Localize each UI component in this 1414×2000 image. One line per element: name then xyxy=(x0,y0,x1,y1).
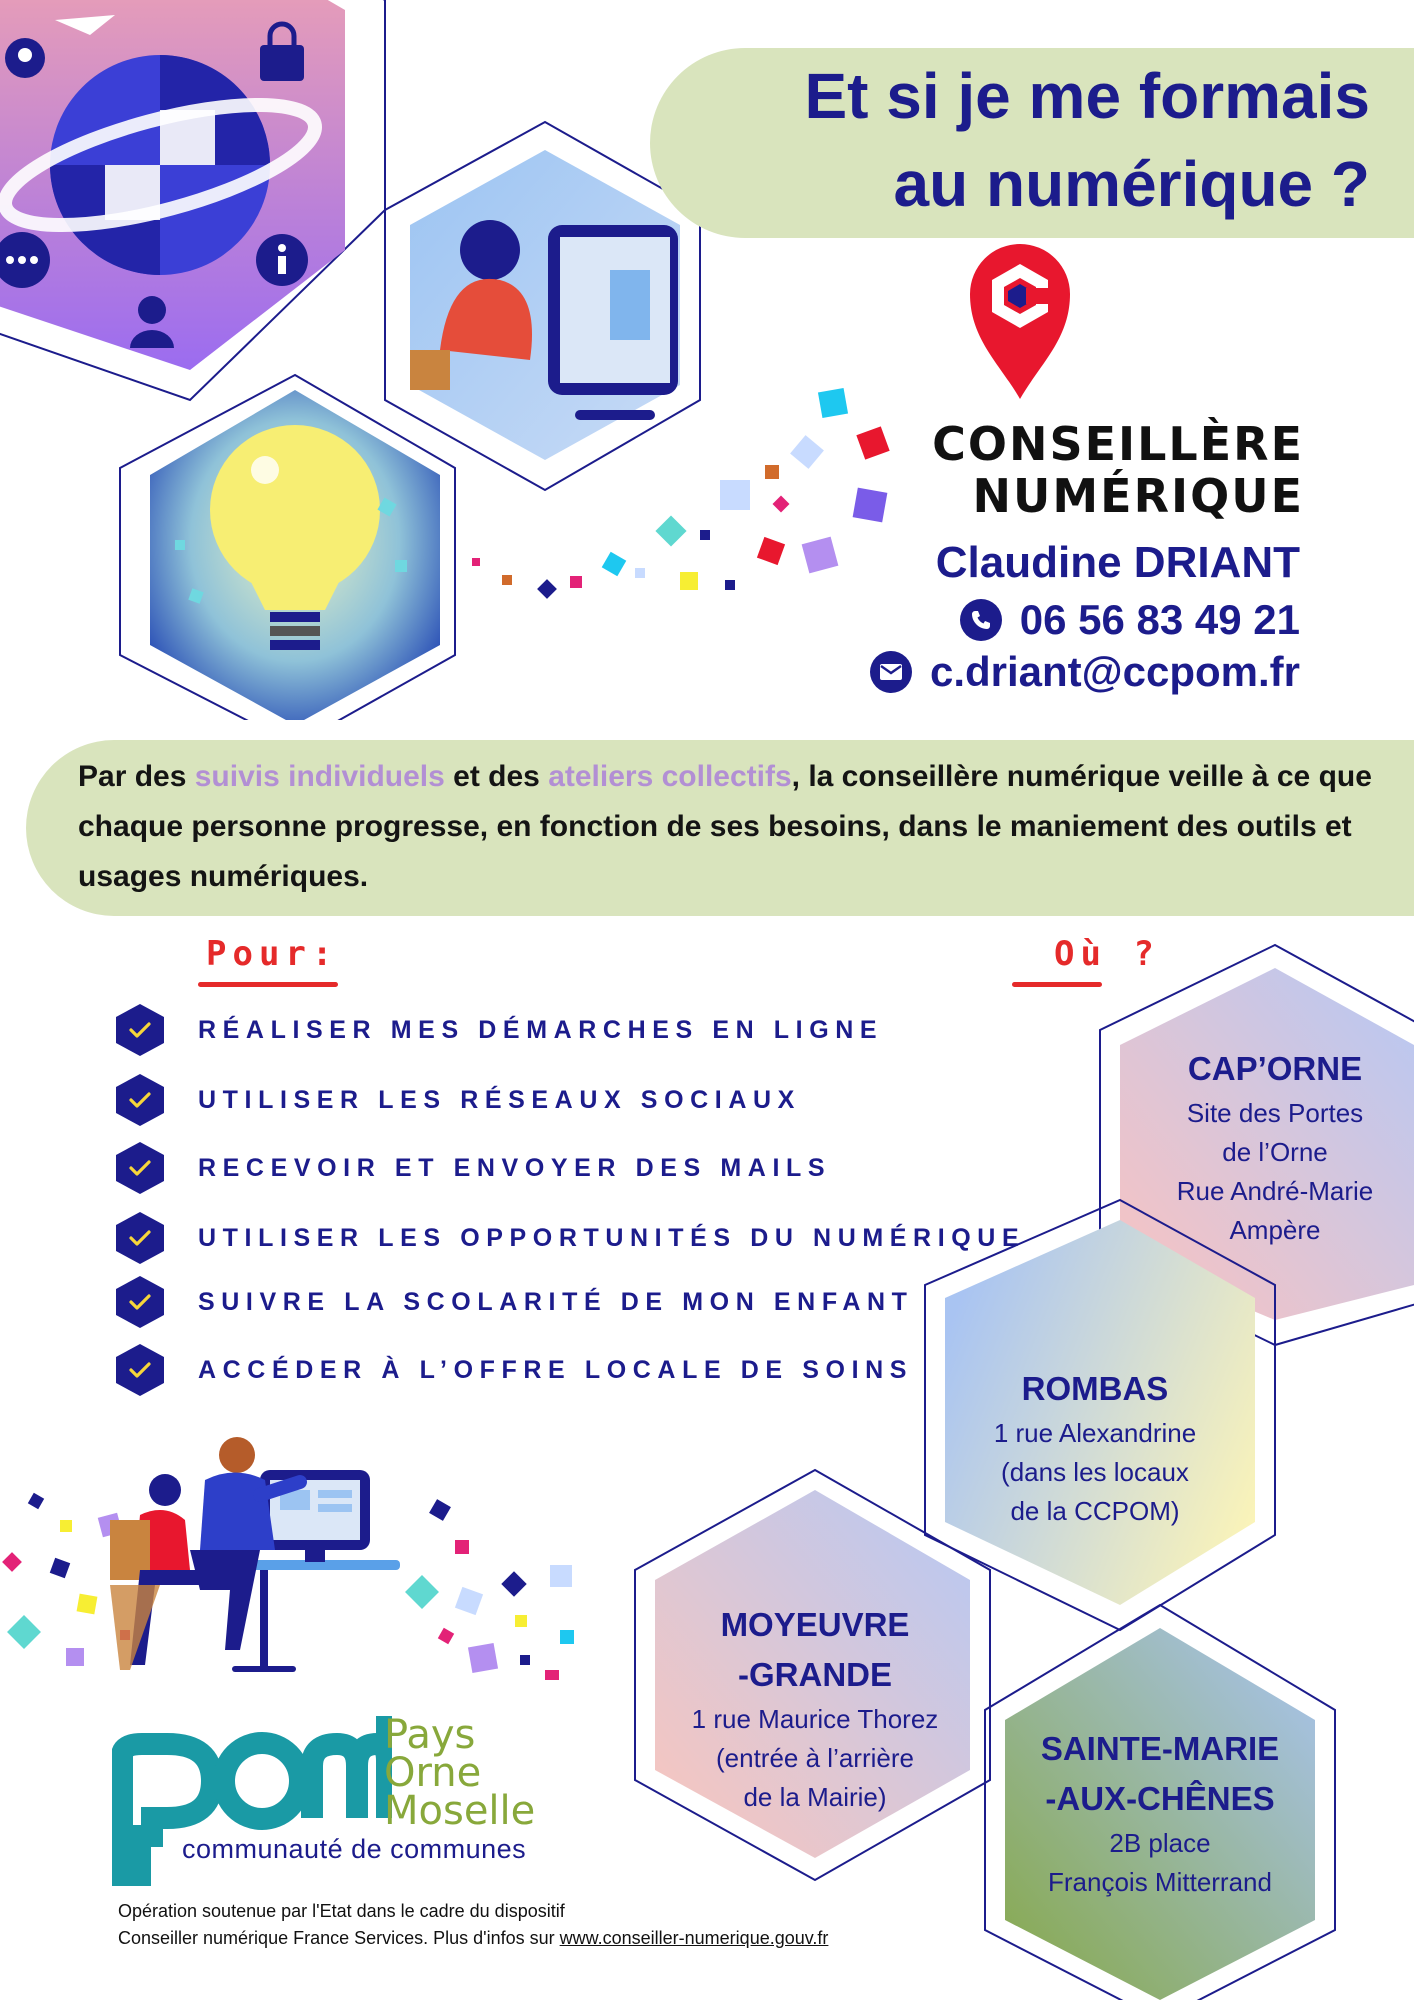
location-rombas xyxy=(950,1364,1240,1531)
pom-logo xyxy=(112,1712,572,1886)
location-name-line-1: SAINTE-MARIE xyxy=(1040,1730,1280,1767)
title-line-2: au numérique ? xyxy=(893,148,1370,220)
location-pin-icon xyxy=(5,38,45,78)
brand-title xyxy=(900,418,1304,522)
pour-heading: Pour: xyxy=(206,934,339,974)
pom-name-line-3: Moselle xyxy=(384,1788,536,1834)
page-title xyxy=(610,52,1370,228)
location-address-line: 1 rue Alexandrine xyxy=(993,1418,1197,1448)
location-address-line: 1 rue Maurice Thorez xyxy=(691,1704,939,1734)
footer-link[interactable]: www.conseiller-numerique.gouv.fr xyxy=(559,1928,829,1948)
checklist-label: RECEVOIR ET ENVOYER DES MAILS xyxy=(198,1153,832,1182)
globe-hexagon xyxy=(0,0,385,400)
check-icon xyxy=(114,1210,166,1266)
check-icon xyxy=(114,1140,166,1196)
contact-email-row xyxy=(760,648,1300,696)
check-icon xyxy=(114,1342,166,1398)
footer-note xyxy=(118,1898,1018,1952)
check-icon xyxy=(114,1002,166,1058)
location-name: CAP’ORNE xyxy=(1187,1050,1363,1087)
team-computer-illustration xyxy=(0,1420,600,1680)
footer-line-2 xyxy=(118,1925,1018,1952)
location-address-line: (entrée à l’arrière xyxy=(716,1743,914,1773)
intro-part-2: et des xyxy=(444,760,549,793)
contact-phone-row xyxy=(760,596,1300,644)
ou-heading: Où ? xyxy=(1054,934,1160,974)
checklist-label: SUIVRE LA SCOLARITÉ DE MON ENFANT xyxy=(198,1287,914,1316)
info-icon xyxy=(256,234,308,286)
checklist-label: UTILISER LES OPPORTUNITÉS DU NUMÉRIQUE xyxy=(198,1223,1026,1252)
intro-part-3: , la conseillère numérique veille à ce que chaque personne progresse, en fonction de ses besoins, dans le maniement des outils et usages numériques. xyxy=(78,760,1372,893)
location-address-line: de la Mairie) xyxy=(743,1782,887,1812)
intro-highlight-individual: suivis individuels xyxy=(194,760,445,793)
location-sainte-marie xyxy=(1010,1724,1310,1902)
location-address-line: (dans les locaux xyxy=(1001,1457,1189,1487)
intro-text xyxy=(78,752,1388,902)
location-name-line-2: -AUX-CHÊNES xyxy=(1045,1780,1275,1817)
location-caporne xyxy=(1120,1044,1414,1250)
location-address-line: Ampère xyxy=(1229,1215,1321,1245)
location-name: ROMBAS xyxy=(1021,1370,1169,1407)
contact-email[interactable]: c.driant@ccpom.fr xyxy=(929,648,1300,695)
location-name-line-1: MOYEUVRE xyxy=(720,1606,910,1643)
intro-highlight-collective: ateliers collectifs xyxy=(548,760,792,793)
check-icon xyxy=(114,1274,166,1330)
footer-line-2-text: Conseiller numérique France Services. Plus d'infos sur xyxy=(118,1928,560,1948)
pom-name-line-1: Pays xyxy=(384,1712,476,1758)
pom-name-line-2: Orne xyxy=(384,1750,482,1796)
location-address-line: Rue André-Marie xyxy=(1176,1176,1374,1206)
phone-icon xyxy=(960,599,1002,641)
contact-name: Claudine DRIANT xyxy=(935,538,1300,587)
pour-underline xyxy=(198,982,338,987)
checklist-label: UTILISER LES RÉSEAUX SOCIAUX xyxy=(198,1085,801,1114)
mail-icon xyxy=(870,651,912,693)
brand-line-1: CONSEILLÈRE xyxy=(932,417,1304,471)
contact-phone[interactable]: 06 56 83 49 21 xyxy=(1019,596,1300,643)
checklist-label: ACCÉDER À L’OFFRE LOCALE DE SOINS xyxy=(198,1355,914,1384)
check-icon xyxy=(114,1072,166,1128)
pom-letters-text xyxy=(112,1716,114,1717)
location-address-line: de la CCPOM) xyxy=(1010,1496,1180,1526)
location-moyeuvre xyxy=(660,1600,970,1817)
location-name-line-2: -GRANDE xyxy=(738,1656,892,1693)
location-address-line: François Mitterrand xyxy=(1048,1867,1272,1897)
lightbulb-hexagon xyxy=(120,375,455,720)
confetti-top xyxy=(460,380,900,610)
pom-tagline: communauté de communes xyxy=(182,1834,527,1864)
location-address-line: de l’Orne xyxy=(1222,1137,1328,1167)
intro-part-1: Par des xyxy=(78,760,195,793)
pom-name xyxy=(384,1712,536,1834)
conseiller-numerique-logo-icon xyxy=(970,244,1070,404)
location-address-line: 2B place xyxy=(1109,1828,1211,1858)
footer-line-1: Opération soutenue par l'Etat dans le cadre du dispositif xyxy=(118,1901,565,1921)
title-line-1: Et si je me formais xyxy=(804,60,1370,132)
location-address-line: Site des Portes xyxy=(1186,1098,1364,1128)
brand-line-2: NUMÉRIQUE xyxy=(972,469,1304,523)
checklist-label: RÉALISER MES DÉMARCHES EN LIGNE xyxy=(198,1015,884,1044)
